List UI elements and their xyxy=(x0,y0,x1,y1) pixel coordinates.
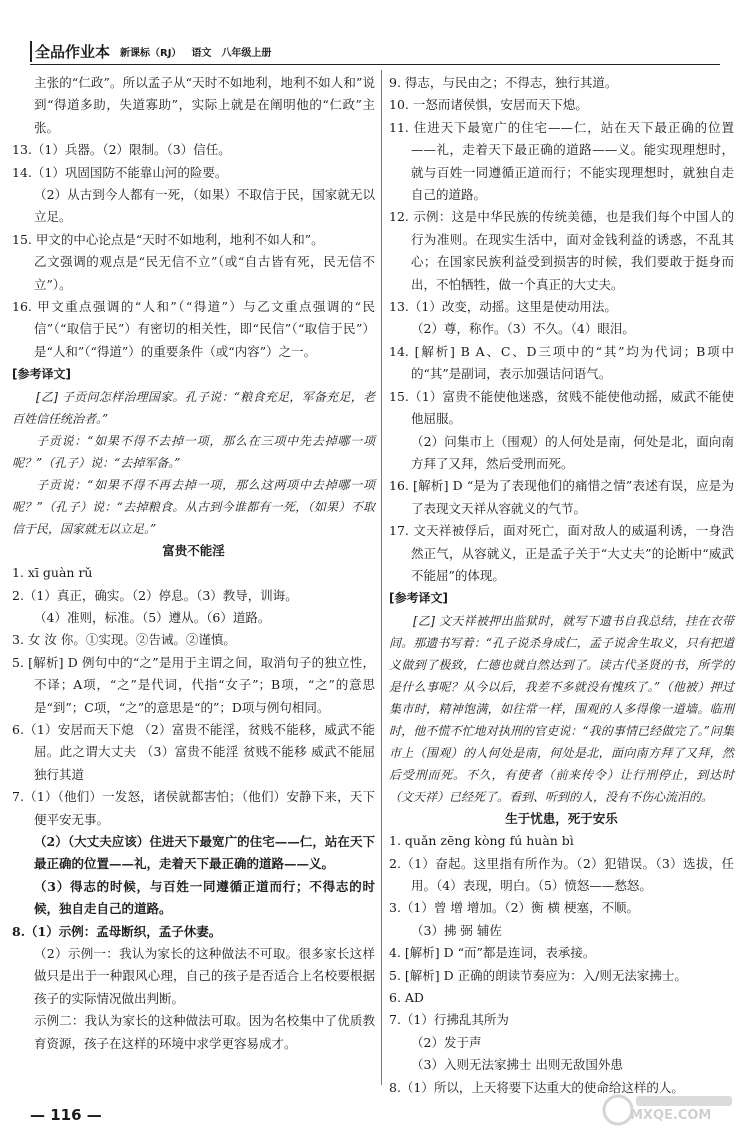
answer-3-2: （3）拂 弼 辅佐 xyxy=(411,922,502,938)
section-title: 生于忧患，死于安乐 xyxy=(505,810,618,826)
page-header xyxy=(30,38,720,65)
answer-13: 13.（1）改变，动摇。这里是使动用法。 xyxy=(389,299,617,315)
answer-7-2: （2）发于声 xyxy=(411,1034,482,1050)
answer-7: 7.（1）行拂乱其所为 xyxy=(389,1012,509,1028)
translation-paragraph: [乙] 文天祥被押出监狱时，就写下遗书自我总结，挂在衣带间。那遗书写着：“孔子说杀身成仁，孟子说舍生取义，只有把道义做到了极致，仁德也就自然达到了。读古代圣贤的书，所学的是什么事呢？从今以后，我差不多就没有愧疚了。”（他被）押过集市时，精神饱满，如往常一样，围观的人多得像一道墙。临刑时，他不慌不忙地对执刑的官吏说：“我的事情已经做完了。”问集市上（围观）的人何处是南，何处是北，面向南方拜了又拜，然后受刑而死。不久，有使者（前来传令）让行刑停止，到达时（文天祥）已经死了。看到、听到的人，没有不伤心流泪的。 xyxy=(389,613,734,804)
answer-7-3: （3）得志的时候，与百姓一同遵循正道而行；不得志的时候，独自走自己的道路。 xyxy=(34,878,375,917)
reference-translation-tag: [参考译文] xyxy=(389,591,448,606)
answer-1: 1. xī guàn rǔ xyxy=(12,565,93,581)
answer-6: 6.（1）安居而天下熄 （2）富贵不能淫，贫贱不能移，威武不能屈。此之谓大丈夫 （3）富贵不能淫 贫贱不能移 威武不能屈 独行其道 xyxy=(12,721,375,782)
answer-11: 11. 住进天下最宽广的住宅——仁，站在天下最正确的位置——礼，走着天下最正确的道路——义。能实现理想时，就与百姓一同遵循正道而行；不能实现理想时，就独自走自己的道路。 xyxy=(389,119,734,203)
watermark-logo xyxy=(600,1090,740,1130)
answer-16: 16. [解析] D “是为了表现他们的痛惜之情”表述有误，应是为了表现文天祥从容就义的气节。 xyxy=(389,478,734,516)
answer-text: 主张的“仁政”。所以孟子从“天时不如地利，地利不如人和”说到“得道多助，失道寡助”，实际上就是在阐明他的“仁政”主张。 xyxy=(34,75,375,135)
answer-14: 14.（1）巩固国防不能靠山河的险要。 xyxy=(12,164,228,180)
answer-15: 15. 甲文的中心论点是“天时不如地利，地利不如人和”。 xyxy=(12,231,324,247)
answer-13-2: （2）尊，称作。（3）不久。（4）眼泪。 xyxy=(411,321,635,337)
answer-4: 4. [解析] D “而”都是连词，表承接。 xyxy=(389,945,596,961)
right-column xyxy=(389,72,734,1095)
answer-9: 9. 得志，与民由之；不得志，独行其道。 xyxy=(389,75,618,90)
answer-16: 16. 甲文重点强调的“人和”（“得道”）与乙文重点强调的“民信”（“取信于民”）有密切的相关性，即“民信”（“取信于民”）是“人和”（“得道”）的重要条件（或“内容”）之一。 xyxy=(12,299,375,359)
translation-paragraph: [乙] 子贡问怎样治理国家。孔子说：“粮食充足，军备充足，老百姓信任统治者。” xyxy=(12,389,375,426)
answer-3: 3. 女 汝 你。①实现。②告诫。②谨慎。 xyxy=(12,632,236,648)
column-divider xyxy=(381,70,382,1085)
answer-17: 17. 文天祥被俘后，面对死亡，面对敌人的威逼利诱，一身浩然正气，从容就义，正是孟子关于“大丈夫”的论断中“威武不能屈”的体现。 xyxy=(389,523,734,583)
reference-translation-tag: [参考译文] xyxy=(12,367,71,382)
answer-1: 1. quǎn zēng kòng fú huàn bì xyxy=(389,833,574,849)
answer-7: 7.（1）（他们）一发怒，诸侯就都害怕；（他们）安静下来，天下便平安无事。 xyxy=(12,789,375,827)
page-number: — 116 — xyxy=(30,1106,102,1124)
answer-10: 10. 一怒而诸侯惧，安居而天下熄。 xyxy=(389,97,588,113)
answer-13: 13.（1）兵器。（2）限制。（3）信任。 xyxy=(12,142,231,158)
answer-8-2: （2）示例一：我认为家长的这种做法不可取。很多家长这样做只是出于一种跟风心理，自己的孩子是否适合上名校要根据孩子的实际情况做出判断。 xyxy=(34,946,375,1006)
answer-7-2: （2）（大丈夫应该）住进天下最宽广的住宅——仁，站在天下最正确的位置——礼，走着天下最正确的道路——义。 xyxy=(34,833,375,872)
answer-12: 12. 示例：这是中华民族的传统美德，也是我们每个中国人的行为准则。在现实生活中，面对金钱利益的诱惑，不乱其心；在国家民族利益受到损害的时候，我们要敢于挺身而出，不怕牺牲，做一个真正的大丈夫。 xyxy=(389,209,734,292)
answer-2: 2.（1）奋起。这里指有所作为。（2）犯错误。（3）选拔，任用。（4）表现，明白。（5）愤怒——愁怒。 xyxy=(389,855,734,893)
answer-5: 5. [解析] D 例句中的“之”是用于主谓之间，取消句子的独立性，不译；A项，“之”是代词，代指“女子”；B项，“之”的意思是“到”；C项，“之”的意思是“的”；D项与例句相同。 xyxy=(12,654,375,715)
answer-8-3: 示例二：我认为家长的这种做法可取。因为名校集中了优质教育资源，孩子在这样的环境中求学更容易成才。 xyxy=(34,1013,375,1051)
answer-3: 3.（1）曾 增 增加。（2）衡 横 梗塞，不顺。 xyxy=(389,900,639,916)
translation-paragraph: 子贡说：“如果不得不再去掉一项，那么这两项中去掉哪一项呢？”（孔子）说：“去掉粮食。从古到今谁都有一死，（如果）不取信于民，国家就无以立足。” xyxy=(12,477,375,536)
brand-title: 全品作业本 xyxy=(30,41,110,62)
answer-14: 14. [解析] B A、C、D三项中的“其”均为代词；B项中的“其”是副词，表示加强诘问语气。 xyxy=(389,343,734,382)
subject-label: 语文 xyxy=(191,47,212,59)
answer-8: 8.（1）示例：孟母断织，孟子休妻。 xyxy=(12,923,222,939)
answer-5: 5. [解析] D 正确的朗读节奏应为：入/则无法家拂士。 xyxy=(389,967,687,983)
translation-paragraph: 子贡说：“如果不得不去掉一项，那么在三项中先去掉哪一项呢？”（孔子）说：“去掉军备。” xyxy=(12,433,375,470)
answer-7-3: （3）入则无法家拂士 出则无敌国外患 xyxy=(411,1057,623,1073)
answer-8: 8.（1）所以，上天将要下达重大的使命给这样的人。 xyxy=(389,1079,684,1095)
edition-label: 新课标（RJ） xyxy=(120,47,182,59)
answer-14-2: （2）从古到今人都有一死，（如果）不取信于民，国家就无以立足。 xyxy=(34,187,375,225)
answer-15: 15.（1）富贵不能使他迷惑，贫贱不能使他动摇，威武不能使他屈服。 xyxy=(389,388,734,427)
section-title: 富贵不能淫 xyxy=(162,542,225,558)
answer-15-2: （2）问集市上（围观）的人何处是南，何处是北，面向南方拜了又拜，然后受刑而死。 xyxy=(411,433,734,471)
left-column xyxy=(12,72,375,1082)
watermark-text: MXQE.COM xyxy=(630,1108,712,1123)
grade-label: 八年级上册 xyxy=(221,47,272,59)
answer-2: 2.（1）真正，确实。（2）停息。（3）教导，训诲。 xyxy=(12,587,298,603)
answer-6: 6. AD xyxy=(389,990,424,1005)
answer-2-2: （4）准则，标准。（5）遵从。（6）道路。 xyxy=(34,609,271,625)
answer-15-2: 乙文强调的观点是“民无信不立”（或“自古皆有死，民无信不立”）。 xyxy=(34,254,375,292)
